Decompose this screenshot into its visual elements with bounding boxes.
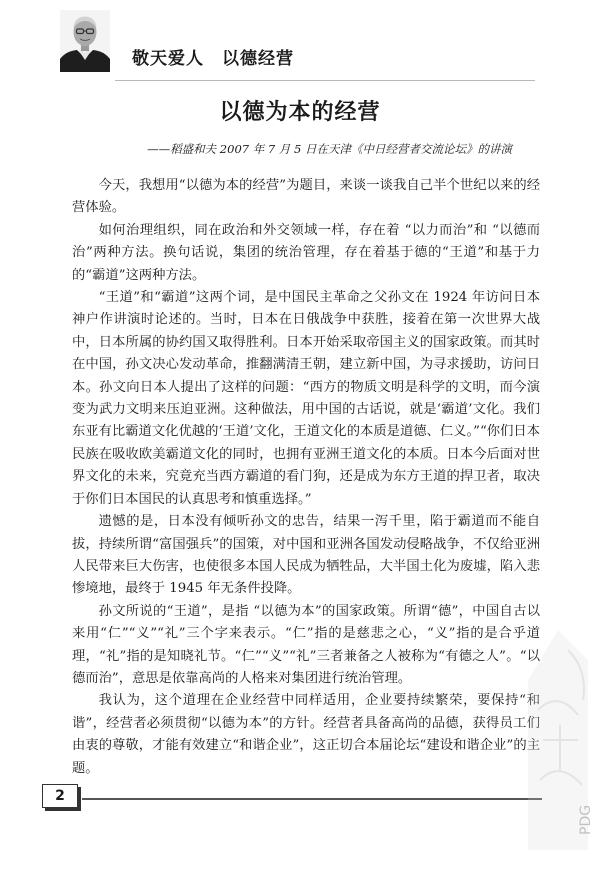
author-portrait-image	[60, 10, 110, 72]
page-number: 2	[42, 784, 78, 808]
page-header	[60, 10, 560, 80]
paragraph: 今天，我想用“以德为本的经营”为题目，来谈一谈我自己半个世纪以来的经营体验。	[72, 178, 540, 216]
article-body	[72, 175, 540, 780]
footer-divider	[82, 798, 542, 800]
watermark-text: PDG	[578, 804, 594, 835]
watermark-stamp-icon	[498, 620, 598, 865]
paragraph: “王道”和“霸道”这两个词，是中国民主革命之父孙文在 1924 年访问日本神户作讲演时论述的。当时，日本在日俄战争中获胜，接着在第一次世界大战中，日本所属的协约国又取得胜利。日本开始采取帝国主义的国家政策。而其时在中国，孙文决心发动革命，推翻满清王朝，建立新中国，为寻求援助，访问日本。孙文向日本人提出了这样的问题：“西方的物质文明是科学的文明，而今演变为武力文明来压迫亚洲。这种做法，用中国的古话说，就是‘霸道’文化。我们东亚有比霸道文化优越的‘王道’文化，王道文化的本质是道德、仁义。”“你们日本民族在吸收欧美霸道文化的同时，也拥有亚洲王道文化的本质。日本今后面对世界文化的未来，究竟充当西方霸道的看门狗，还是成为东方王道的捍卫者，取决于你们日本国民的认真思考和慎重选择。”	[72, 290, 540, 507]
paragraph: 孙文所说的“王道”，是指 “以德为本”的国家政策。所谓“德”，中国自古以来用“仁”“义”“礼”三个字来表示。“仁”指的是慈悲之心，“义”指的是合乎道理，“礼”指的是知晓礼节。“仁”“义”“礼”三者兼备之人被称为“有德之人”。“以德而治”，意思是依靠高尚的人格来对集团进行统治管理。	[72, 603, 540, 686]
watermark-stamp	[498, 620, 598, 865]
paragraph: 如何治理组织，同在政治和外交领域一样，存在着 “以力而治”和 “以德而治”两种方法。换句话说，集团的统治管理，存在着基于德的“王道”和基于力的“霸道”这两种方法。	[72, 222, 540, 283]
article-subtitle: ——稻盛和夫 2007 年 7 月 5 日在天津《中日经营者交流论坛》的讲演	[147, 142, 512, 156]
article-title: 以德为本的经营	[219, 99, 381, 125]
paragraph: 我认为，这个道理在企业经营中同样适用，企业要持续繁荣，要保持“和谐”，经营者必须贯彻“以德为本”的方针。经营者具备高尚的品德，获得员工们由衷的尊敬，才能有效建立“和谐企业”，这正切合本届论坛“建设和谐企业”的主题。	[72, 693, 540, 776]
paragraph: 遗憾的是，日本没有倾听孙文的忠告，结果一泻千里，陷于霸道而不能自拔，持续所谓“富国强兵”的国策，对中国和亚洲各国发动侵略战争，不仅给亚洲人民带来巨大伤害，也使很多本国人民成为牺牲品，大半国土化为废墟，陷入悲惨境地，最终于 1945 年无条件投降。	[72, 514, 540, 597]
header-divider	[115, 80, 535, 81]
series-title: 敬天爱人 以德经营	[132, 49, 294, 69]
author-portrait	[60, 10, 110, 72]
